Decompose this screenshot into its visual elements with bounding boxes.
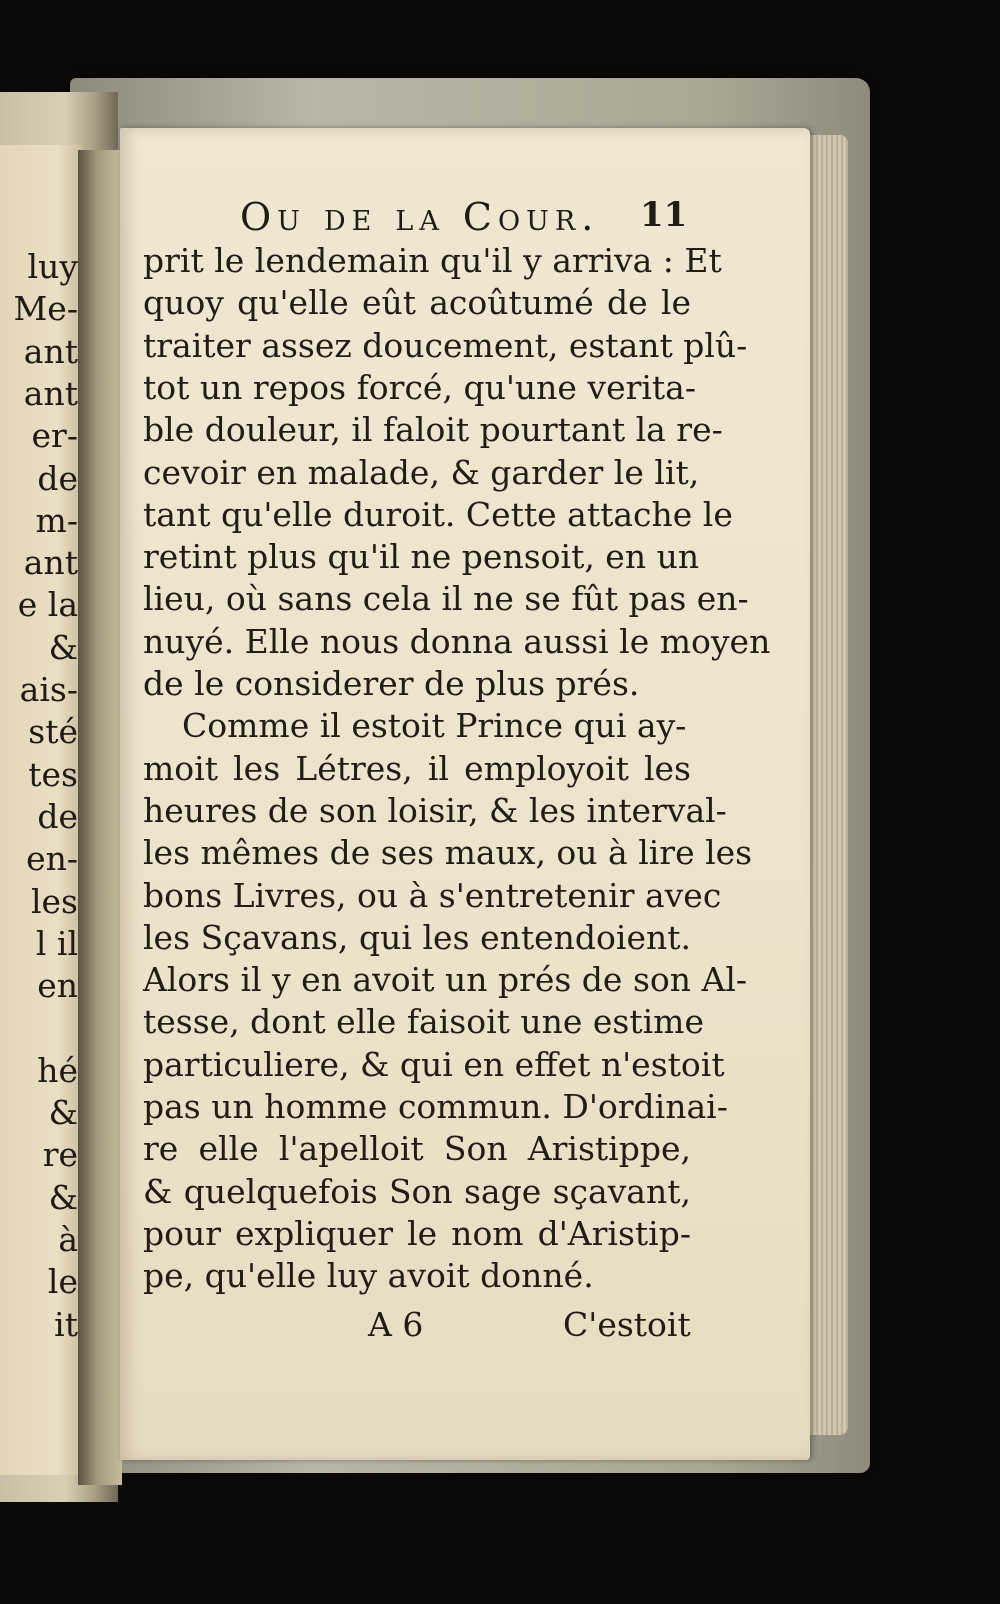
- facing-page-fragment: le: [47, 1262, 78, 1302]
- text-line: tant qu'elle duroit. Cette attache le: [143, 494, 733, 534]
- catchword: C'estoit: [563, 1305, 691, 1344]
- text-line: cevoir en malade, & garder le lit,: [143, 452, 700, 492]
- text-line: prit le lendemain qu'il y arriva : Et: [143, 241, 722, 280]
- text-line: tesse, dont elle faisoit une estime: [143, 1002, 704, 1042]
- facing-page-fragment: ant: [23, 331, 78, 371]
- facing-page-fragment: re: [42, 1135, 78, 1175]
- text-line: particuliere, & qui en effet n'estoit: [143, 1044, 725, 1084]
- facing-page-fragment: en-: [26, 839, 78, 879]
- text-line: re elle l'apelloit Son Aristippe,: [143, 1129, 691, 1169]
- facing-page-fragment: ais-: [19, 670, 78, 709]
- facing-page-fragment: Me-: [13, 289, 78, 329]
- running-head: Ou de la Cour.: [240, 195, 600, 239]
- facing-page-fragment: m-: [35, 500, 78, 540]
- text-line: lieu, où sans cela il ne se fût pas en-: [143, 579, 749, 619]
- text-line: pas un homme commun. D'ordinai-: [143, 1087, 728, 1126]
- facing-page-fragment: l il: [35, 923, 78, 963]
- facing-page-fragment: &: [48, 627, 78, 667]
- text-line: Alors il y en avoit un prés de son Al-: [143, 960, 748, 1000]
- text-line: les Sçavans, qui les entendoient.: [143, 917, 691, 957]
- page-edges: [808, 135, 848, 1435]
- facing-page-fragment: à: [58, 1219, 78, 1259]
- text-line: les mêmes de ses maux, ou à lire les: [143, 833, 753, 873]
- text-line: ble douleur, il faloit pourtant la re-: [143, 410, 723, 450]
- signature-mark: A 6: [368, 1305, 424, 1344]
- facing-page-fragment: luy: [27, 247, 78, 286]
- page-number: 11: [640, 195, 688, 235]
- facing-page-fragment: de: [37, 458, 78, 498]
- facing-page-fragment: en: [37, 966, 78, 1006]
- text-line: traiter assez doucement, estant plû-: [143, 325, 748, 365]
- text-line: Comme il estoit Prince qui ay-: [182, 706, 687, 746]
- text-line: & quelquefois Son sage sçavant,: [143, 1171, 691, 1211]
- text-line: moit les Létres, il employoit les: [143, 748, 691, 788]
- gutter-shadow: [78, 150, 122, 1485]
- facing-page-fragment: sté: [28, 712, 78, 752]
- facing-page-fragment: hé: [37, 1050, 78, 1090]
- text-line: nuyé. Elle nous donna aussi le moyen: [143, 621, 771, 661]
- facing-page-fragment: &: [48, 1177, 78, 1217]
- text-line: de le considerer de plus prés.: [143, 664, 640, 703]
- text-line: pour expliquer le nom d'Aristip-: [143, 1213, 691, 1253]
- facing-page-left: [0, 145, 82, 1475]
- text-line: quoy qu'elle eût acoûtumé de le: [143, 283, 691, 323]
- text-line: pe, qu'elle luy avoit donné.: [143, 1256, 594, 1296]
- text-line: retint plus qu'il ne pensoit, en un: [143, 537, 700, 577]
- text-line: bons Livres, ou à s'entretenir avec: [143, 875, 722, 915]
- facing-page-fragment: it: [54, 1304, 78, 1344]
- facing-page-fragment: er-: [31, 416, 78, 456]
- text-line: tot un repos forcé, qu'une verita-: [143, 367, 697, 407]
- facing-page-fragment: de: [37, 796, 78, 836]
- facing-page-fragment: tes: [28, 754, 78, 794]
- facing-page-fragment: &: [48, 1093, 78, 1132]
- facing-page-fragment: les: [30, 881, 78, 921]
- facing-page-fragment: e la: [17, 585, 78, 625]
- text-line: heures de son loisir, & les interval-: [143, 790, 727, 830]
- facing-page-fragment: ant: [23, 543, 78, 583]
- facing-page-fragment: ant: [23, 373, 78, 413]
